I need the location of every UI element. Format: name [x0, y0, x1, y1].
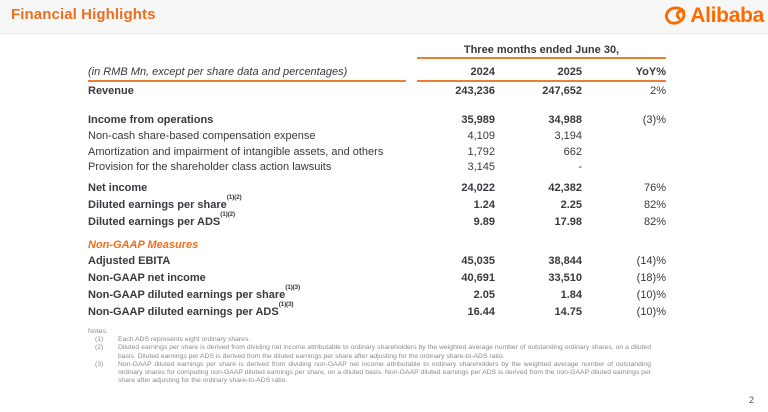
- table-row: [88, 213, 666, 231]
- value-2024: 3,145: [467, 160, 495, 173]
- footnote-superscript: (1)(2): [220, 211, 235, 219]
- value-2024: 1,792: [467, 145, 495, 158]
- footnote-superscript: (1)(2): [226, 193, 242, 201]
- value-yoy: (14)%: [636, 254, 666, 267]
- alibaba-logo-text: Alibaba: [690, 4, 764, 27]
- table-row: [88, 237, 666, 252]
- value-2025: -: [578, 160, 582, 173]
- note-number: (1): [95, 336, 104, 344]
- table-body: [88, 82, 666, 320]
- table-row: [88, 180, 666, 196]
- header-bar: [0, 0, 768, 34]
- notes-section: [88, 328, 656, 385]
- row-label: Non-cash share-based compensation expense: [88, 130, 316, 142]
- value-yoy: (10)%: [636, 305, 666, 318]
- value-2025: 34,988: [548, 114, 582, 126]
- value-yoy: (10)%: [636, 288, 666, 301]
- value-2025: 1.84: [560, 288, 582, 301]
- note-text: Diluted earnings per share is derived from dividing net income attributable to ordinary shareholders by the weighted average number of outstanding ordinary shares, on a diluted basis. Diluted earnings per ADS is derived from the diluted earnings per share after adjusting for the ordinary share-to-ADS ratio.: [118, 344, 651, 360]
- table-row: [88, 300, 666, 320]
- table-row: [88, 144, 666, 159]
- value-2025: 2.25: [560, 198, 582, 211]
- note-item: [88, 336, 656, 344]
- table-row: [88, 283, 666, 303]
- alibaba-smile-icon: [662, 3, 689, 29]
- row-label: Non-GAAP Measures: [88, 238, 199, 251]
- row-label: Diluted earnings per ADS$^{(1)(2)}$: [88, 211, 235, 228]
- row-label: Non-GAAP diluted earnings per ADS$^{(1)(3)}$: [88, 300, 294, 318]
- value-2024: 243,236: [455, 85, 495, 97]
- row-label: Adjusted EBITA: [88, 254, 171, 267]
- value-2024: 16.44: [467, 305, 495, 318]
- row-label: Non-GAAP net income: [88, 271, 206, 284]
- value-2025: 662: [563, 145, 582, 158]
- value-yoy: [582, 161, 666, 173]
- value-yoy: 82%: [643, 216, 666, 228]
- value-yoy: [582, 130, 666, 142]
- row-label: Revenue: [88, 85, 134, 97]
- value-2025: 17.98: [554, 216, 582, 228]
- period-header: Three months ended June 30,: [417, 44, 666, 59]
- note-text: Non-GAAP diluted earnings per share is derived from dividing non-GAAP net income attributable to ordinary shareholders by the weighted average number of outstanding ordinary shares for computing non-GAAP diluted earnings per share, on a diluted basis. Non-GAAP diluted earnings per ADS is derived from the non-GAAP diluted earnings per share after adjusting for the ordinary share-to-ADS ratio.: [118, 360, 651, 385]
- row-label: Non-GAAP diluted earnings per share$^{(1)(3)}$: [88, 283, 300, 301]
- value-2025: 42,382: [548, 182, 582, 194]
- value-2024: 2.05: [473, 288, 495, 301]
- value-2024: 1.24: [473, 198, 495, 211]
- footnote-superscript: (1)(3): [278, 300, 294, 308]
- period-header-row: [88, 42, 666, 59]
- value-2025: 33,510: [548, 271, 582, 284]
- note-number: (2): [95, 344, 104, 352]
- row-label: Amortization and impairment of intangible assets, and others: [88, 145, 384, 158]
- value-2024: 35,989: [461, 114, 495, 126]
- table-row: [88, 193, 666, 213]
- value-yoy: 76%: [643, 182, 666, 194]
- notes-heading: Notes:: [88, 328, 108, 335]
- value-yoy: [582, 146, 666, 158]
- financial-highlights-table: [88, 42, 666, 320]
- value-2025: 38,844: [548, 254, 582, 267]
- row-label: Diluted earnings per share$^{(1)(2)}$: [88, 193, 242, 211]
- value-2025: 3,194: [554, 130, 582, 142]
- table-row: [88, 128, 666, 144]
- column-header-yoy: YoY%: [635, 66, 666, 78]
- value-2024: 45,035: [461, 254, 495, 267]
- value-yoy: 82%: [643, 198, 666, 211]
- value-2024: 40,691: [461, 271, 495, 284]
- note-number: (3): [95, 360, 104, 368]
- row-label: Income from operations: [88, 114, 214, 126]
- value-2025: 14.75: [554, 305, 582, 318]
- row-label: Net income: [88, 182, 148, 194]
- column-header-row: [88, 59, 666, 82]
- note-item: [88, 361, 656, 386]
- page-title: Financial Highlights: [11, 6, 156, 23]
- footnote-superscript: (1)(3): [285, 283, 300, 291]
- note-item: [88, 344, 656, 360]
- column-header-2024: 2024: [470, 66, 495, 78]
- table-row: [88, 159, 666, 174]
- column-header-2025: 2025: [557, 66, 582, 78]
- table-row: [88, 112, 666, 128]
- value-yoy: 2%: [650, 85, 666, 97]
- alibaba-logo: [662, 3, 764, 29]
- value-2024: 4,109: [467, 130, 495, 142]
- page-number: 2: [748, 395, 754, 405]
- table-row: [88, 82, 666, 100]
- unit-label: (in RMB Mn, except per share data and percentages): [88, 66, 406, 82]
- value-2024: 24,022: [461, 182, 495, 194]
- value-yoy: (18)%: [636, 271, 666, 284]
- note-text: Each ADS represents eight ordinary shares.: [118, 336, 251, 344]
- value-2025: 247,652: [542, 85, 582, 97]
- value-2024: 9.89: [473, 216, 495, 228]
- table-row: [88, 252, 666, 269]
- table-row: [88, 269, 666, 286]
- row-label: Provision for the shareholder class action lawsuits: [88, 160, 332, 173]
- value-yoy: (3)%: [642, 114, 666, 126]
